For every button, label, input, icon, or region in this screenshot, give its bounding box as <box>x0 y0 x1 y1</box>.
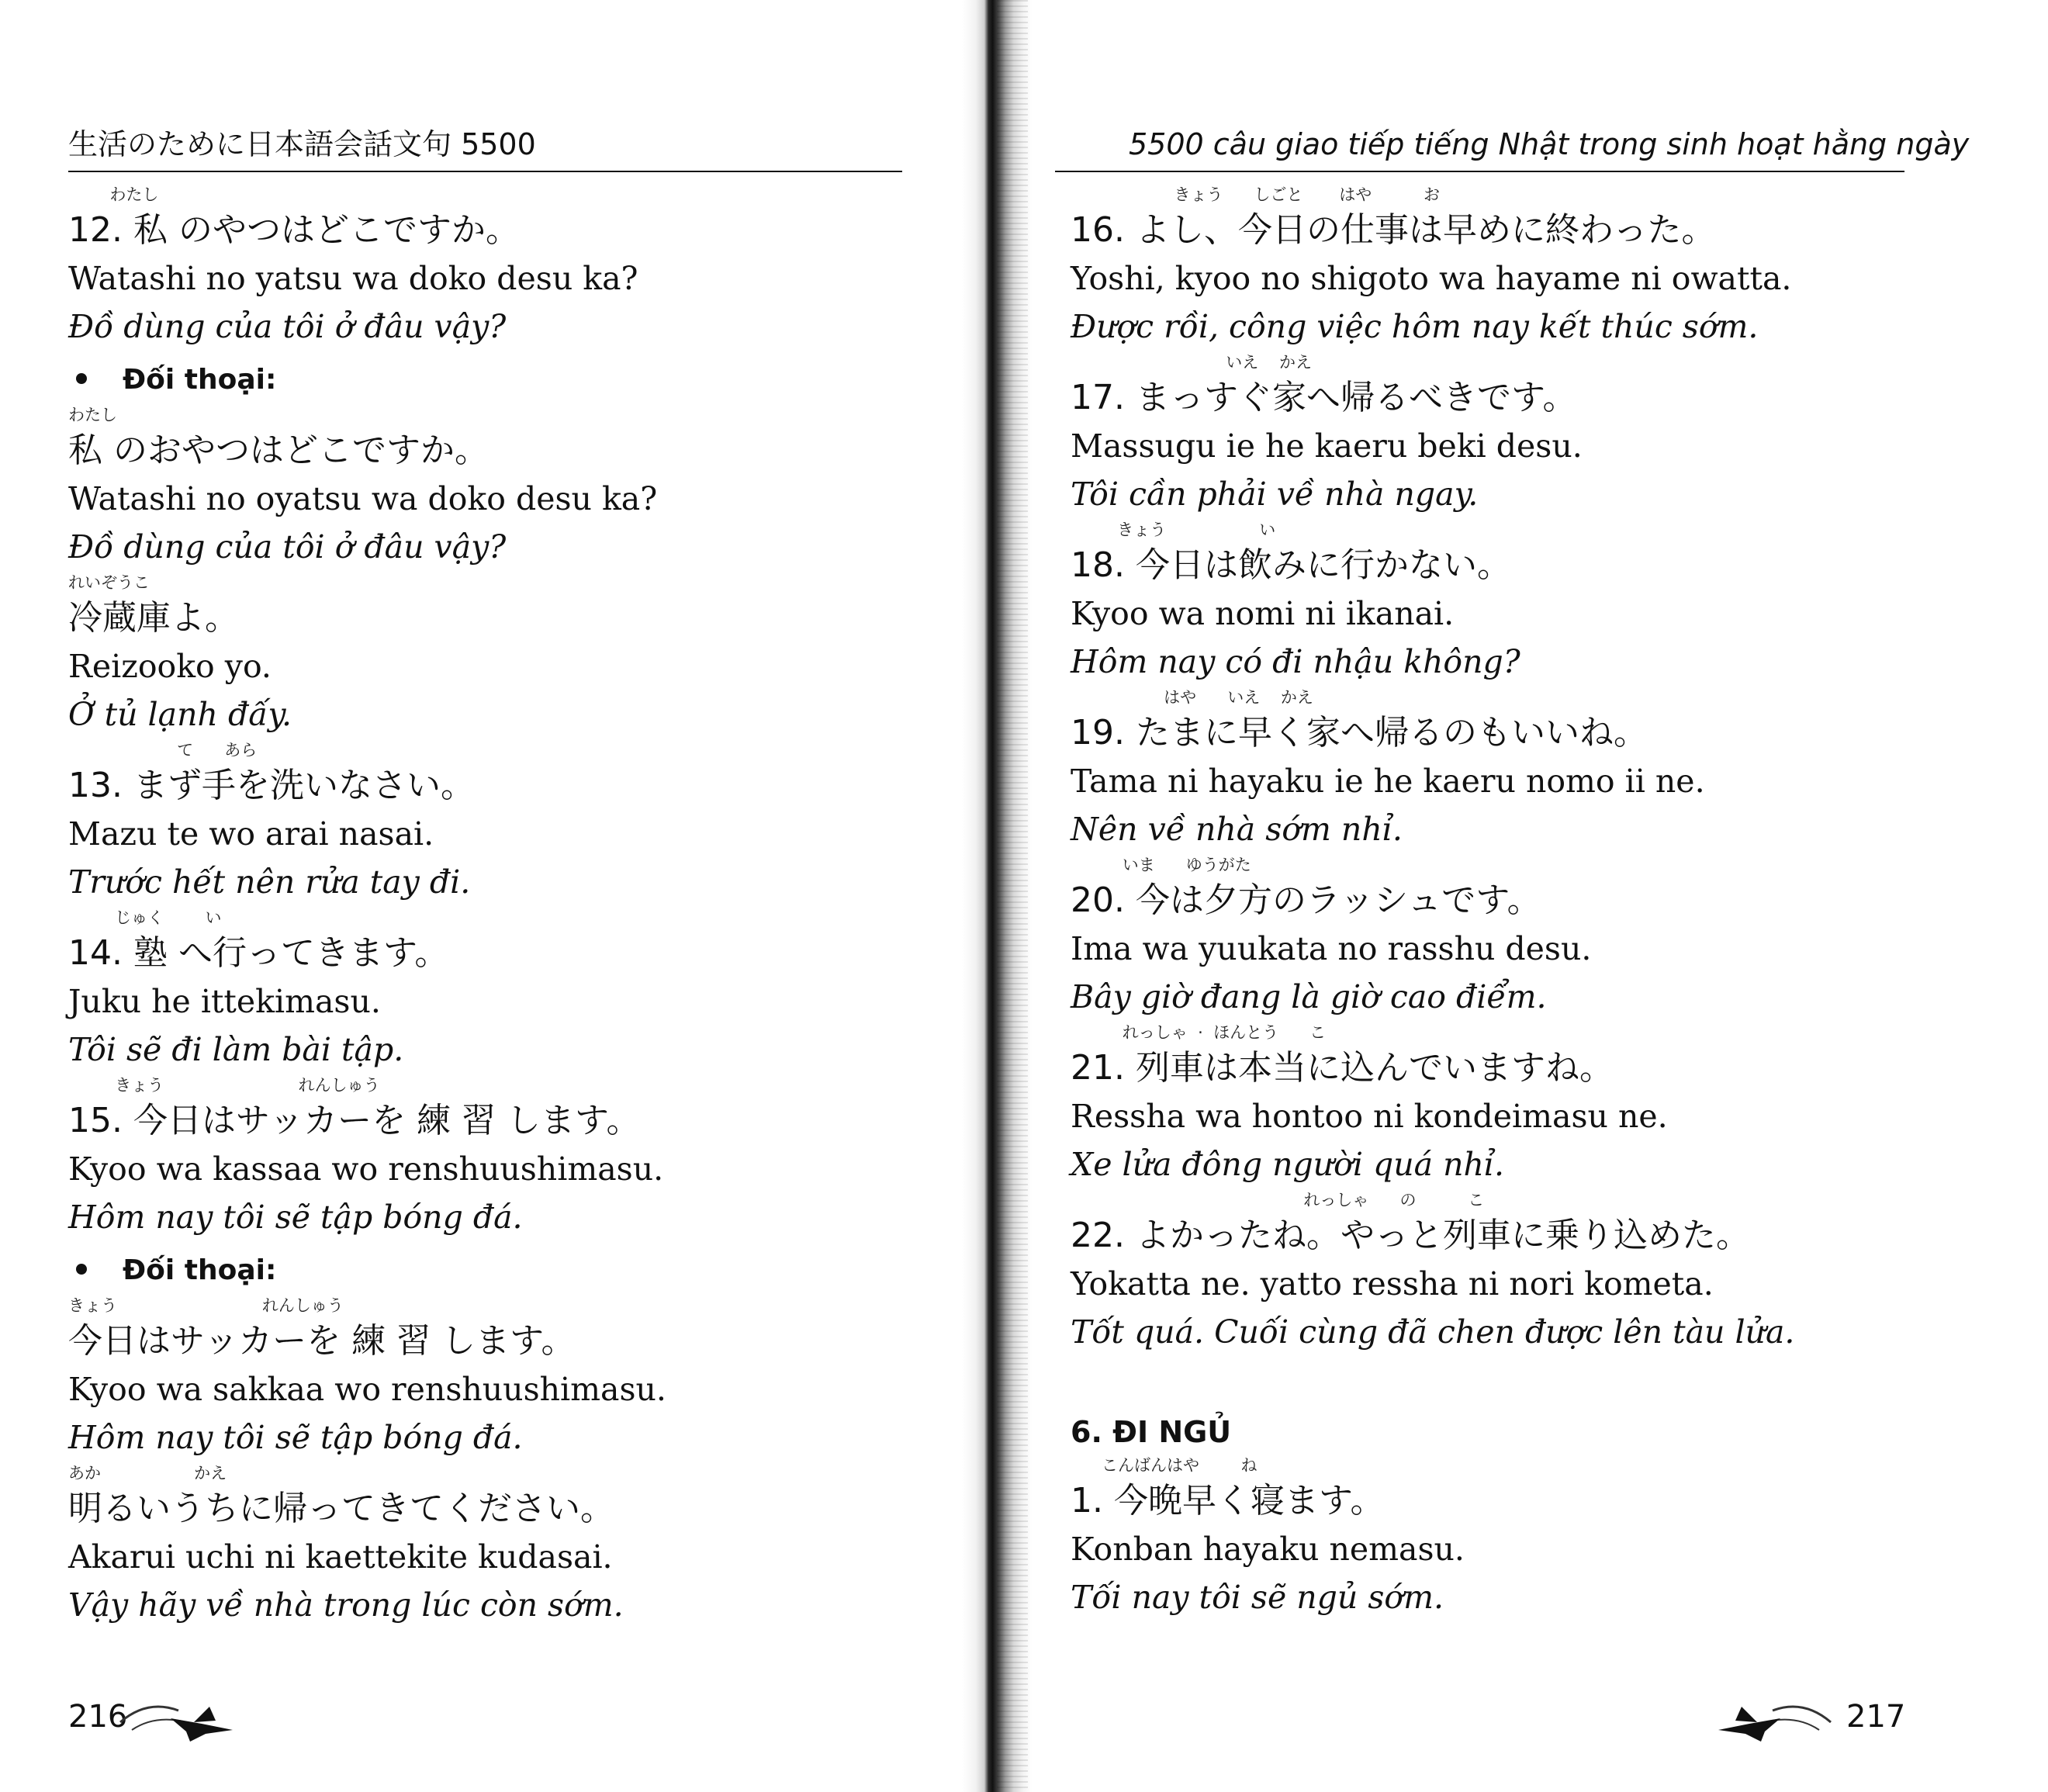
vietnamese-translation: Bây giờ đang là giờ cao điểm. <box>1071 978 1547 1015</box>
japanese-phrase: 15. 今日はサッカーを 練 習 します。 <box>68 1101 641 1140</box>
phrase-entry <box>1071 351 2001 518</box>
right-page <box>1032 0 2048 1792</box>
furigana-line: わたし <box>68 185 159 204</box>
romaji-phrase: Akarui uchi ni kaettekite kudasai. <box>68 1538 613 1576</box>
vietnamese-translation: Tốt quá. Cuối cùng đã chen được lên tàu lửa. <box>1071 1313 1795 1351</box>
japanese-phrase: 明るいうちに帰ってきてください。 <box>68 1489 614 1528</box>
phrase-entry <box>1071 183 2001 351</box>
vietnamese-translation: Đồ dùng của tôi ở đâu vậy? <box>68 528 507 566</box>
phrase-entry <box>1071 1454 2001 1621</box>
romaji-phrase: Yokatta ne. yatto ressha ni nori kometa. <box>1071 1265 1714 1302</box>
phrase-entry <box>68 739 929 906</box>
furigana-line: いま ゆうがた <box>1071 856 1251 874</box>
japanese-phrase: 冷蔵庫よ。 <box>68 598 239 638</box>
phrase-entry <box>1071 686 2001 853</box>
romaji-phrase: Ressha wa hontoo ni kondeimasu ne. <box>1071 1098 1668 1135</box>
vietnamese-translation: Tối nay tôi sẽ ngủ sớm. <box>1071 1579 1444 1616</box>
japanese-phrase: 14. 塾 へ行ってきます。 <box>68 933 449 973</box>
dialogue-heading <box>68 1247 929 1294</box>
furigana-line: きょう い <box>1071 521 1276 539</box>
right-content <box>1071 183 2001 1621</box>
romaji-phrase: Yoshi, kyoo no shigoto wa hayame ni owatta. <box>1071 260 1792 297</box>
phrase-entry <box>68 1462 929 1629</box>
furigana-line: わたし <box>68 406 117 424</box>
phrase-entry <box>68 906 929 1074</box>
vietnamese-translation: Đồ dùng của tôi ở đâu vậy? <box>68 308 507 345</box>
japanese-phrase: 19. たまに早く家へ帰るのもいいね。 <box>1071 713 1648 752</box>
furigana-line: れいぞうこ <box>68 573 150 592</box>
vietnamese-translation: Tôi cần phải về nhà ngay. <box>1071 476 1479 513</box>
furigana-line: きょう しごと はや お <box>1071 185 1441 204</box>
right-running-head: 5500 câu giao tiếp tiếng Nhật trong sinh hoạt hằng ngày <box>1129 127 1970 161</box>
romaji-phrase: Kyoo wa sakkaa wo renshuushimasu. <box>68 1371 666 1408</box>
japanese-phrase: 21. 列車は本当に込んでいますね。 <box>1071 1048 1614 1088</box>
furigana-line: きょう れんしゅう <box>68 1076 380 1095</box>
romaji-phrase: Kyoo wa kassaa wo renshuushimasu. <box>68 1150 664 1188</box>
romaji-phrase: Juku he ittekimasu. <box>68 983 381 1020</box>
left-page <box>0 0 962 1792</box>
romaji-phrase: Watashi no yatsu wa doko desu ka? <box>68 260 638 297</box>
phrase-entry <box>68 1074 929 1241</box>
japanese-phrase: 22. よかったね。やっと列車に乗り込めた。 <box>1071 1216 1750 1255</box>
left-page-number: 216 <box>68 1699 128 1735</box>
vietnamese-translation: Trước hết nên rửa tay đi. <box>68 863 471 901</box>
furigana-line: はや いえ かえ <box>1071 688 1313 707</box>
furigana-line: れっしゃ の こ <box>1071 1191 1485 1209</box>
furigana-line: きょう れんしゅう <box>68 1296 344 1315</box>
romaji-phrase: Tama ni hayaku ie he kaeru nomo ii ne. <box>1071 763 1705 800</box>
dialogue-heading <box>68 357 929 403</box>
phrase-entry <box>68 183 929 351</box>
phrase-entry <box>68 1294 929 1462</box>
right-header-rule <box>1055 171 1904 172</box>
japanese-phrase: 16. よし、今日の仕事は早めに終わった。 <box>1071 210 1716 250</box>
gutter-speckle <box>997 0 1028 1792</box>
romaji-phrase: Kyoo wa nomi ni ikanai. <box>1071 595 1455 632</box>
phrase-entry <box>1071 853 2001 1021</box>
romaji-phrase: Watashi no oyatsu wa doko desu ka? <box>68 480 658 517</box>
vietnamese-translation: Tôi sẽ đi làm bài tập. <box>68 1031 404 1068</box>
japanese-phrase: 17. まっすぐ家へ帰るべきです。 <box>1071 378 1577 417</box>
japanese-phrase: 12. 私 のやつはどこですか。 <box>68 210 520 250</box>
japanese-phrase: 18. 今日は飲みに行かない。 <box>1071 545 1511 585</box>
phrase-entry <box>1071 1021 2001 1188</box>
romaji-phrase: Ima wa yuukata no rasshu desu. <box>1071 930 1592 967</box>
dialogue-label: Đối thoại: <box>123 364 277 396</box>
furigana-line: あか かえ <box>68 1464 227 1482</box>
bullet-icon <box>76 373 87 384</box>
furigana-line: こんばんはや ね <box>1071 1456 1258 1475</box>
romaji-phrase: Mazu te wo arai nasai. <box>68 815 434 853</box>
japanese-phrase: 1. 今晩早く寝ます。 <box>1071 1481 1385 1520</box>
furigana-line: れっしゃ · ほんとう こ <box>1071 1023 1327 1042</box>
phrase-entry <box>68 403 929 571</box>
vietnamese-translation: Ở tủ lạnh đấy. <box>68 696 292 733</box>
phrase-entry <box>1071 1188 2001 1356</box>
japanese-phrase: 20. 今は夕方のラッシュです。 <box>1071 880 1541 920</box>
vietnamese-translation: Hôm nay tôi sẽ tập bóng đá. <box>68 1199 523 1236</box>
vietnamese-translation: Được rồi, công việc hôm nay kết thúc sớm. <box>1071 308 1759 345</box>
bird-ornament-left <box>116 1676 240 1753</box>
vietnamese-translation: Nên về nhà sớm nhỉ. <box>1071 811 1403 848</box>
left-content <box>68 183 929 1629</box>
japanese-phrase: 13. まず手を洗いなさい。 <box>68 766 475 805</box>
phrase-entry <box>68 571 929 739</box>
vietnamese-translation: Vậy hãy về nhà trong lúc còn sớm. <box>68 1586 624 1624</box>
vietnamese-translation: Hôm nay tôi sẽ tập bóng đá. <box>68 1419 523 1456</box>
vietnamese-translation: Xe lửa đông người quá nhỉ. <box>1071 1146 1505 1183</box>
bullet-icon <box>76 1264 87 1275</box>
romaji-phrase: Reizooko yo. <box>68 648 272 685</box>
japanese-phrase: 今日はサッカーを 練 習 します。 <box>68 1321 576 1361</box>
furigana-line: じゅく い <box>68 908 222 927</box>
furigana-line: いえ かえ <box>1071 353 1312 372</box>
romaji-phrase: Massugu ie he kaeru beki desu. <box>1071 427 1583 465</box>
dialogue-label: Đối thoại: <box>123 1254 277 1286</box>
romaji-phrase: Konban hayaku nemasu. <box>1071 1531 1465 1568</box>
japanese-phrase: 私 のおやつはどこですか。 <box>68 431 489 470</box>
left-header-rule <box>68 171 902 172</box>
right-page-number: 217 <box>1846 1699 1906 1735</box>
furigana-line: て あら <box>68 741 258 759</box>
bird-ornament-right <box>1711 1676 1835 1753</box>
left-running-head: 生活のために日本語会話文句 5500 <box>68 127 536 161</box>
vietnamese-translation: Hôm nay có đi nhậu không? <box>1071 643 1520 680</box>
phrase-entry <box>1071 518 2001 686</box>
section-heading: 6. ĐI NGỦ <box>1071 1415 1232 1449</box>
